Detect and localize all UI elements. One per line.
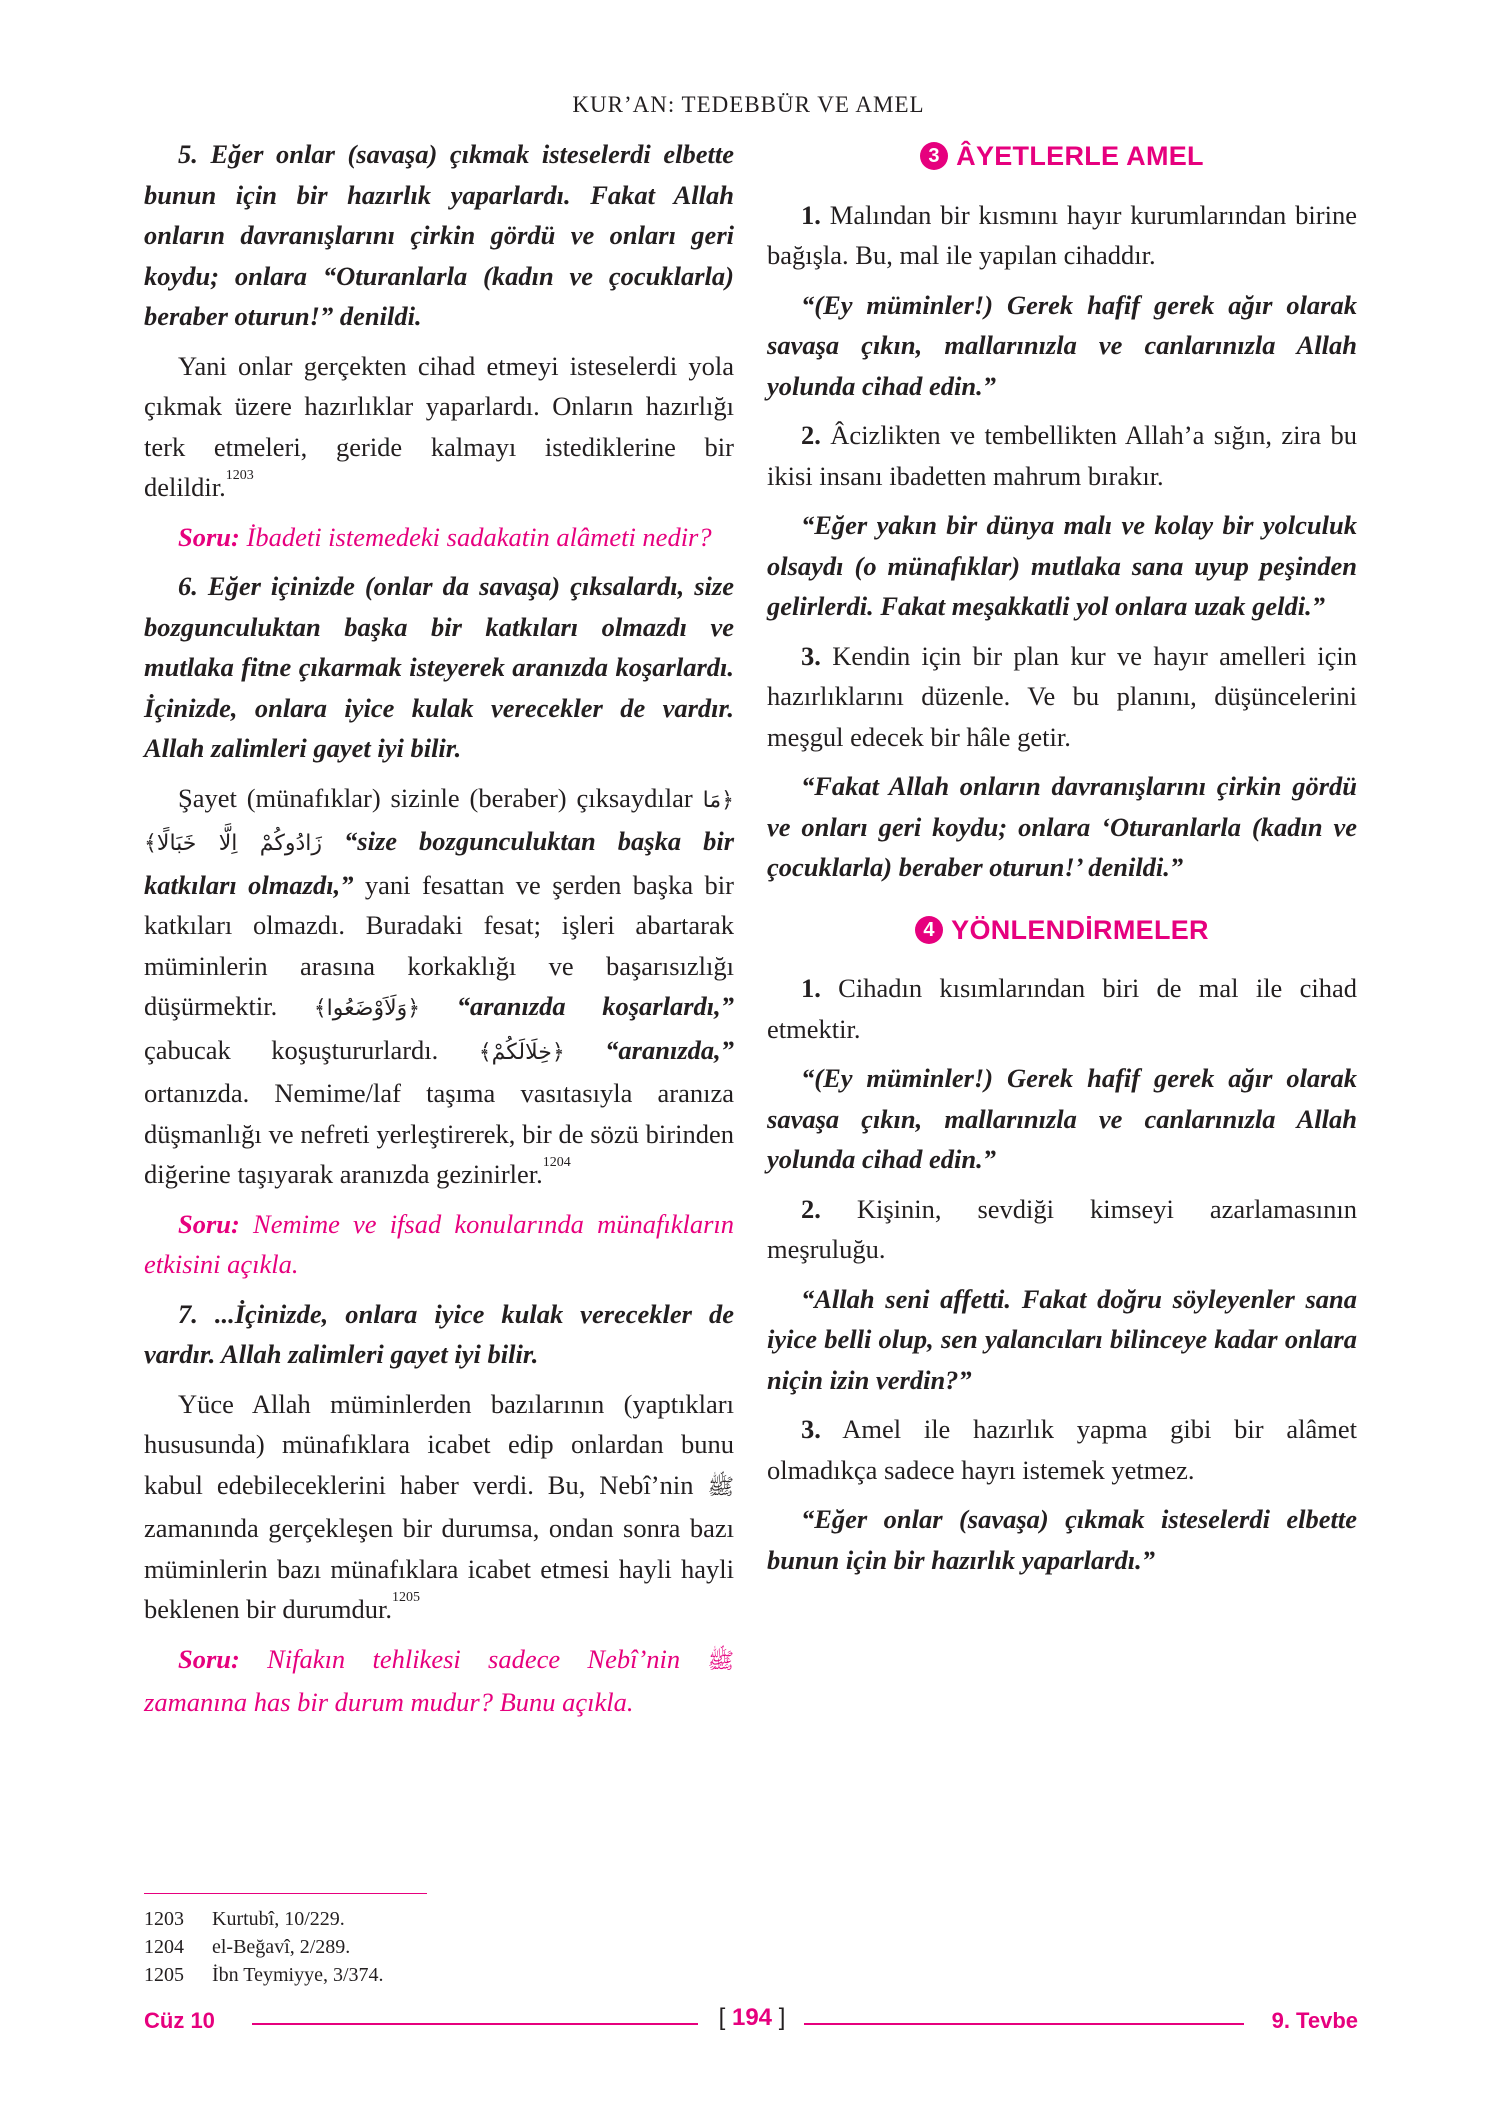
left-column [144,134,734,1732]
footnote-text: el-Beğavî, 2/289. [212,1936,351,1958]
footnote-ref: 1204 [542,1155,571,1170]
salawat-icon: ﷺ [707,1648,735,1674]
footnote-number: 1203 [144,1908,184,1930]
footer-divider-right [804,2023,1244,2025]
list-item [767,195,1357,276]
footnote-ref: 1205 [392,1590,421,1605]
section-heading-ayetlerle-amel [767,136,1357,177]
quoted-phrase: “aranızda koşarlardı,” [456,991,734,1021]
list-item [767,636,1357,758]
quoted-phrase: “size bozgunculuktan başka bir katkıları olmazdı,” [144,826,735,900]
footnote-text: İbn Teymiyye, 3/374. [212,1964,384,1986]
question [144,1639,734,1723]
item-number: 2. [801,1193,821,1224]
page-number [710,2004,794,2032]
arabic-phrase: ﴿خِلَالَكُمْ﴾ [478,1039,565,1065]
item-text: Kişinin, sevdiği kimseyi azarlamasının meşruluğu. [767,1193,1357,1264]
item-text: Amel ile hazırlık yapma gibi bir alâmet olmadıkça sadece hayrı istemek yetmez. [767,1414,1357,1485]
question [144,517,734,558]
section-heading-yonlendirmeler [767,910,1357,951]
item-number: 1. [801,199,821,230]
salawat-icon: ﷺ [707,1474,735,1500]
commentary-text: Yüce Allah müminlerden bazılarının (yaptıkları hususunda) münafıklara icabet edip onlardan bunu kabul edebileceklerini haber verdi. Bu, Nebî’nin [144,1388,734,1500]
section-title: YÖNLENDİRMELER [951,914,1209,945]
commentary-paragraph [144,778,734,1195]
footnote-number: 1204 [144,1936,184,1958]
item-number: 2. [801,420,821,450]
footnote-divider [144,1893,427,1894]
footnote-number: 1205 [144,1964,184,1986]
question-label: Soru: [178,1643,240,1674]
commentary-text: yani fesattan ve şerden başka bir katkıları olmazdı. Buradaki fesat; işleri abartarak müminlerin arasına korkaklığı ve başarısızlığı düşürmektir. [144,869,734,1021]
question-text: Nemime ve ifsad konularında münafıkların etkisini açıkla. [144,1208,734,1279]
commentary-paragraph [144,1384,734,1630]
commentary-text: çabucak koşuştururlardı. [144,1034,439,1065]
verse-quote: “Eğer yakın bir dünya malı ve kolay bir yolculuk olsaydı (o münafıklar) mutlaka sana uyup peşinden gelirlerdi. Fakat meşakkatli yol onlara uzak geldi.” [767,510,1357,621]
question [144,1204,734,1285]
page-footer [144,2004,1358,2040]
footnote [144,1905,384,1933]
item-text: Kendin için bir plan kur ve hayır amelleri için hazırlıklarını düzenle. Ve bu planını, düşüncelerini meşgul edecek bir hâle getir. [767,640,1358,752]
item-number: 3. [801,640,821,671]
question-text: İbadeti istemedeki sadakatin alâmeti nedir? [246,521,712,552]
item-text: Âcizlikten ve tembellikten Allah’a sığın, zira bu ikisi insanı ibadetten mahrum bırakır. [767,420,1357,491]
commentary-text: ortanızda. Nemime/laf taşıma vasıtasıyla aranıza düşmanlığı ve nefreti yerleştirerek, bir de sözü birinden diğerine taşıyarak aranızda gezinirler. [144,1078,734,1189]
footnote [144,1961,384,1989]
footnotes [144,1905,384,1989]
verse-7: 7. ...İçinizde, onlara iyice kulak verecekler de vardır. Allah zalimleri gayet iyi bilir. [144,1298,734,1369]
question-text: zamanına has bir durum mudur? Bunu açıkla. [144,1687,634,1717]
footnote [144,1933,384,1961]
footer-juz: Cüz 10 [144,2008,215,2033]
verse-quote: “Allah seni affetti. Fakat doğru söyleyenler sana iyice belli olup, sen yalancıları bilinceye kadar onlara niçin izin verdin?” [767,1283,1357,1395]
verse-5: 5. Eğer onlar (savaşa) çıkmak isteselerdi elbette bunun için bir hazırlık yaparlardı. Fakat Allah onların davranışlarını çirkin gördü ve onları geri koydu; onlara “Oturanlarla (kadın ve çocuklarla) beraber oturun!” denildi. [144,139,734,331]
commentary-text: Yani onlar gerçekten cihad etmeyi isteselerdi yola çıkmak üzere hazırlıklar yaparlardı. Onların hazırlığı terk etmeleri, geride kalmayı istediklerine bir delildir. [144,350,734,502]
list-item [767,1189,1357,1270]
commentary-text: Şayet (münafıklar) sizinle (beraber) çıksaydılar [178,782,693,813]
question-text: Nifakın tehlikesi sadece Nebî’nin [267,1643,681,1674]
section-number-badge: 3 [920,142,948,170]
verse-6: 6. Eğer içinizde (onlar da savaşa) çıksalardı, size bozgunculuktan başka bir katkıları olmazdı ve mutlaka fitne çıkarmak isteyerek aranızda koşarlardı. İçinizde, onlara iyice kulak verecekler de vardır. Allah zalimleri gayet iyi bilir. [144,571,734,763]
list-item [767,415,1357,496]
item-number: 1. [801,973,821,1003]
question-label: Soru: [178,1208,240,1239]
verse-quote: “(Ey müminler!) Gerek hafif gerek ağır olarak savaşa çıkın, mallarınızla ve canlarınızla Allah yolunda cihad edin.” [767,289,1357,401]
right-column [767,134,1357,1589]
running-head: KUR’AN: TEDEBBÜR VE AMEL [572,92,925,117]
list-item [767,1409,1357,1490]
verse-quote: “(Ey müminler!) Gerek hafif gerek ağır olarak savaşa çıkın, mallarınızla ve canlarınızla Allah yolunda cihad edin.” [767,1063,1357,1174]
footnote-ref: 1203 [225,468,254,483]
footnote-text: Kurtubî, 10/229. [212,1908,345,1930]
section-number-badge: 4 [915,916,943,944]
verse-quote: “Fakat Allah onların davranışlarını çirkin gördü ve onları geri koydu; onlara ‘Oturanlarla (kadın ve çocuklarla) beraber oturun!’ denildi.” [767,771,1357,882]
bracket-open: [ [718,2004,726,2031]
footer-divider-left [252,2023,698,2025]
item-number: 3. [801,1414,821,1444]
section-title: ÂYETLERLE AMEL [956,141,1204,171]
question-label: Soru: [178,521,240,552]
quoted-phrase: “aranızda,” [605,1034,735,1065]
bracket-close: ] [778,2004,786,2031]
arabic-phrase: ﴿وَلَاَوْضَعُوا﴾ [313,996,421,1021]
arabic-phrase: ﴿مَا زَادُوكُمْ اِلَّا خَبَالًا﴾ [144,787,734,856]
page-number-value: 194 [731,2004,773,2031]
verse-quote: “Eğer onlar (savaşa) çıkmak isteselerdi elbette bunun için bir hazırlık yaparlardı.” [767,1504,1357,1575]
item-text: Malından bir kısmını hayır kurumlarından birine bağışla. Bu, mal ile yapılan cihaddır. [767,199,1357,270]
footer-surah: 9. Tevbe [1271,2008,1358,2033]
list-item [767,968,1357,1049]
item-text: Cihadın kısımlarından biri de mal ile cihad etmektir. [767,973,1357,1044]
commentary-paragraph [144,346,734,508]
commentary-text: zamanında gerçekleşen bir durumsa, ondan sonra bazı müminlerin bazı münafıklara icabet etmesi hayli hayli beklenen bir durumdur. [144,1513,734,1624]
